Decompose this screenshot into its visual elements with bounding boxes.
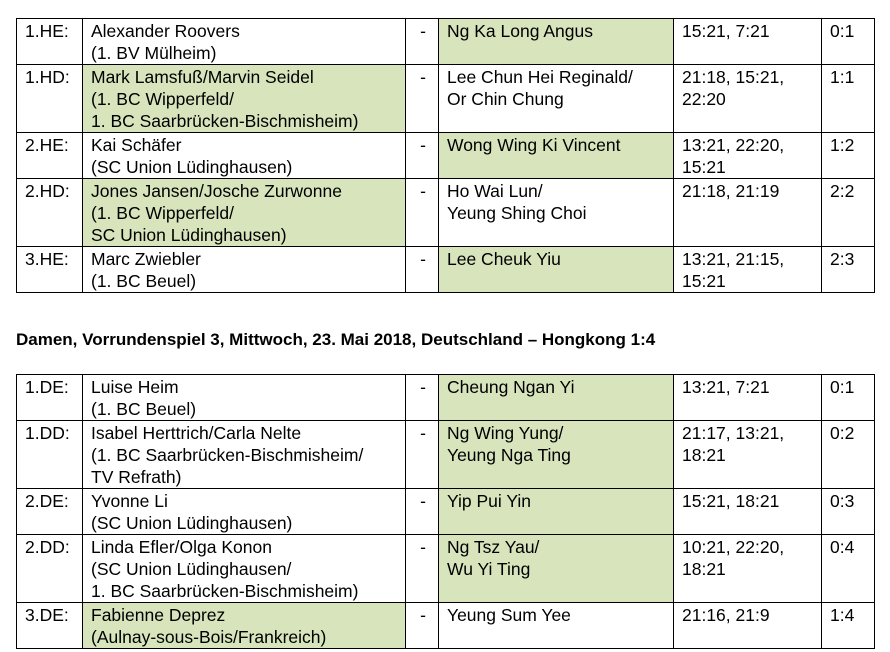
player2-line: Wong Wing Ki Vincent (447, 135, 621, 155)
running-score: 2:2 (822, 179, 875, 247)
running-score: 1:4 (822, 603, 875, 649)
player2-line: Or Chin Chung (447, 89, 564, 109)
player1-cell (83, 489, 406, 535)
player2-line: Yeung Nga Ting (447, 445, 571, 465)
section-title: Damen, Vorrundenspiel 3, Mittwoch, 23. Mai 2018, Deutschland – Hongkong 1:4 (16, 330, 656, 349)
player2-cell (439, 133, 674, 179)
player2-line: Ng Wing Yung/ (447, 423, 564, 443)
player2-line: Lee Cheuk Yiu (447, 249, 561, 269)
match-row (17, 133, 875, 179)
separator-dash: - (406, 133, 439, 179)
score-line: 15:21 (682, 157, 726, 177)
running-score: 0:3 (822, 489, 875, 535)
player1-line: (1. BC Saarbrücken-Bischmisheim/ (91, 445, 364, 465)
player1-line: TV Refrath) (91, 467, 182, 487)
match-code: 2.HD: (17, 179, 83, 247)
player2-line: Wu Yi Ting (447, 559, 531, 579)
match-code: 1.HE: (17, 19, 83, 65)
player1-cell (83, 179, 406, 247)
separator-dash: - (406, 421, 439, 489)
women-results-table (16, 374, 875, 649)
separator-dash: - (406, 489, 439, 535)
player1-line: (SC Union Lüdinghausen) (91, 157, 293, 177)
running-score: 0:1 (822, 19, 875, 65)
player1-line: (1. BC Beuel) (91, 399, 197, 419)
score-line: 18:21 (682, 559, 726, 579)
player2-cell (439, 65, 674, 133)
player1-line: (Aulnay-sous-Bois/Frankreich) (91, 627, 327, 647)
score-line: 10:21, 22:20, (682, 537, 785, 557)
match-row (17, 535, 875, 603)
player2-line: Yeung Shing Choi (447, 203, 587, 223)
match-code: 1.DE: (17, 375, 83, 421)
score-line: 15:21 (682, 271, 726, 291)
player1-line: Isabel Herttrich/Carla Nelte (91, 423, 302, 443)
match-code: 3.HE: (17, 247, 83, 293)
player2-line: Yeung Sum Yee (447, 605, 571, 625)
player1-line: Yvonne Li (91, 491, 168, 511)
player2-line: Yip Pui Yin (447, 491, 531, 511)
separator-dash: - (406, 603, 439, 649)
score-cell (674, 603, 822, 649)
player2-line: Lee Chun Hei Reginald/ (447, 67, 633, 87)
player1-cell (83, 65, 406, 133)
match-row (17, 489, 875, 535)
player2-cell (439, 603, 674, 649)
match-row (17, 247, 875, 293)
player2-cell (439, 489, 674, 535)
running-score: 0:4 (822, 535, 875, 603)
player2-line: Ho Wai Lun/ (447, 181, 543, 201)
player1-line: (SC Union Lüdinghausen/ (91, 559, 292, 579)
running-score: 1:1 (822, 65, 875, 133)
player1-cell (83, 247, 406, 293)
player2-cell (439, 375, 674, 421)
separator-dash: - (406, 375, 439, 421)
player1-line: (1. BC Wipperfeld/ (91, 89, 234, 109)
player2-cell (439, 247, 674, 293)
player1-line: Marc Zwiebler (91, 249, 201, 269)
player2-line: Ng Ka Long Angus (447, 21, 593, 41)
score-cell (674, 133, 822, 179)
player1-line: Linda Efler/Olga Konon (91, 537, 272, 557)
match-code: 3.DE: (17, 603, 83, 649)
player2-cell (439, 535, 674, 603)
match-row (17, 603, 875, 649)
running-score: 2:3 (822, 247, 875, 293)
score-cell (674, 535, 822, 603)
match-row (17, 65, 875, 133)
score-line: 22:20 (682, 89, 726, 109)
score-cell (674, 421, 822, 489)
player1-line: Alexander Roovers (91, 21, 240, 41)
score-line: 21:18, 15:21, (682, 67, 785, 87)
player1-line: SC Union Lüdinghausen) (91, 225, 287, 245)
match-code: 2.DE: (17, 489, 83, 535)
separator-dash: - (406, 19, 439, 65)
player1-line: Luise Heim (91, 377, 179, 397)
player2-line: Ng Tsz Yau/ (447, 537, 540, 557)
match-code: 2.HE: (17, 133, 83, 179)
player1-line: (SC Union Lüdinghausen) (91, 513, 293, 533)
player2-cell (439, 179, 674, 247)
player1-line: 1. BC Saarbrücken-Bischmisheim) (91, 581, 359, 601)
player2-line: Cheung Ngan Yi (447, 377, 575, 397)
player1-line: (1. BC Wipperfeld/ (91, 203, 234, 223)
player1-cell (83, 535, 406, 603)
score-line: 15:21, 7:21 (682, 21, 770, 41)
score-line: 21:17, 13:21, (682, 423, 785, 443)
score-cell (674, 489, 822, 535)
match-code: 1.HD: (17, 65, 83, 133)
match-row (17, 19, 875, 65)
match-code: 2.DD: (17, 535, 83, 603)
player1-line: (1. BV Mülheim) (91, 43, 217, 63)
player1-line: Kai Schäfer (91, 135, 182, 155)
player1-cell (83, 421, 406, 489)
separator-dash: - (406, 247, 439, 293)
score-line: 21:16, 21:9 (682, 605, 770, 625)
running-score: 0:1 (822, 375, 875, 421)
player1-line: Jones Jansen/Josche Zurwonne (91, 181, 342, 201)
player1-line: Mark Lamsfuß/Marvin Seidel (91, 67, 314, 87)
score-cell (674, 179, 822, 247)
running-score: 0:2 (822, 421, 875, 489)
separator-dash: - (406, 65, 439, 133)
match-row (17, 375, 875, 421)
score-line: 13:21, 22:20, (682, 135, 785, 155)
score-line: 15:21, 18:21 (682, 491, 780, 511)
player1-cell (83, 603, 406, 649)
score-line: 21:18, 21:19 (682, 181, 780, 201)
player1-line: 1. BC Saarbrücken-Bischmisheim) (91, 111, 359, 131)
separator-dash: - (406, 179, 439, 247)
running-score: 1:2 (822, 133, 875, 179)
player2-cell (439, 421, 674, 489)
match-code: 1.DD: (17, 421, 83, 489)
women-results-body (17, 375, 875, 649)
player2-cell (439, 19, 674, 65)
match-row (17, 421, 875, 489)
player1-cell (83, 133, 406, 179)
player1-line: Fabienne Deprez (91, 605, 226, 625)
score-cell (674, 375, 822, 421)
separator-dash: - (406, 535, 439, 603)
score-cell (674, 65, 822, 133)
score-cell (674, 247, 822, 293)
score-line: 18:21 (682, 445, 726, 465)
men-results-body (17, 19, 875, 293)
men-results-table (16, 18, 875, 293)
score-line: 13:21, 7:21 (682, 377, 770, 397)
match-row (17, 179, 875, 247)
player1-line: (1. BC Beuel) (91, 271, 197, 291)
player1-cell (83, 19, 406, 65)
player1-cell (83, 375, 406, 421)
score-line: 13:21, 21:15, (682, 249, 785, 269)
score-cell (674, 19, 822, 65)
